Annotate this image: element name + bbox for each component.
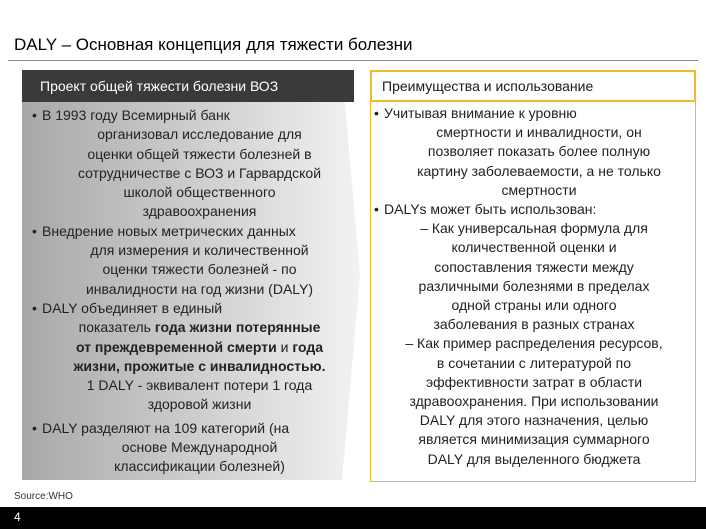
right-sub-1: – Как универсальная формула для количественной оценки и сопоставления тяжести между различными болезнями в пределах одной страны или одного заболевания в разных странах — [418, 220, 650, 333]
bullet-icon: • — [32, 419, 37, 436]
page-number: 4 — [14, 510, 21, 524]
title-divider — [8, 60, 698, 61]
bullet-icon: • — [32, 299, 37, 316]
right-body — [374, 104, 694, 469]
left-bullet-4: • DALY разделяют на 109 категорий (на основе Международной классификации болезней) — [32, 419, 290, 475]
slide-title: DALY – Основная концепция для тяжести болезни — [14, 35, 413, 54]
bullet-icon: • — [32, 222, 37, 239]
bullet-icon: • — [374, 201, 379, 218]
right-header: Преимущества и использование — [370, 70, 696, 102]
footer-bar — [0, 507, 706, 529]
bullet-icon: • — [32, 107, 37, 123]
left-bullet-3: • DALY объединяет в единый показатель года жизни потерянные от преждевременной смерти и года жизни, прожитые с инвалидностью. 1 DALY - эквивалент потери 1 года здоровой жизни — [32, 299, 326, 413]
left-header: Проект общей тяжести болезни ВОЗ — [22, 70, 354, 102]
left-bullet-1: • В 1993 году Всемирный банк организовал исследование для оценки общей тяжести болезней в сотрудничестве с ВОЗ и Гарвардской школой общественного здравоохранения — [32, 107, 322, 220]
right-bullet-2: • DALYs может быть использован: — [374, 200, 694, 219]
left-bullet-2: • Внедрение новых метрических данных для измерения и количественной оценки тяжести болезней - по инвалидности на год жизни (DALY) — [32, 222, 314, 297]
left-body — [32, 106, 357, 477]
right-bullet-1: • Учитывая внимание к уровню смертности и инвалидности, он позволяет показать более полную картину заболеваемости, а не только смертности — [374, 105, 661, 198]
source-note: Source:WHO — [14, 491, 73, 502]
right-sub-2: – Как пример распределения ресурсов, в сочетании с литературой по эффективности затрат в области здравоохранения. При использовании DALY для этого назначения, целью является минимизация суммарного DALY для выделенного бюджета — [405, 335, 663, 467]
bullet-icon: • — [374, 105, 379, 121]
left-panel — [22, 70, 360, 480]
